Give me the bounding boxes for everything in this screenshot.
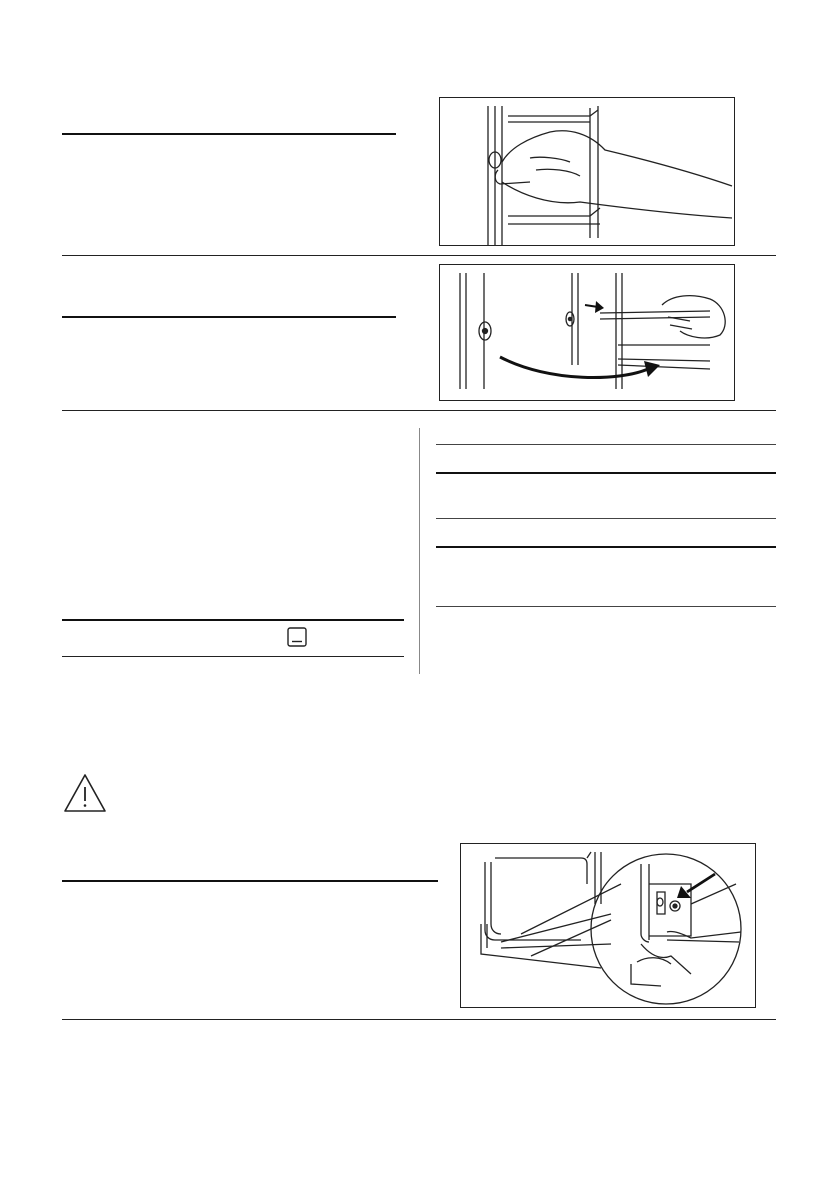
- oven-door-hinge-figure: [460, 843, 756, 1008]
- section-divider-3: [62, 1019, 776, 1020]
- hand-pulling-shelf-support-illustration: [440, 98, 734, 245]
- section-divider-1: [62, 255, 776, 256]
- right-table-rule-5: [436, 606, 776, 607]
- right-table-rule-4: [436, 546, 776, 548]
- oven-light-symbol-icon: [287, 627, 307, 647]
- column-separator: [419, 428, 420, 674]
- section-3-rule: [62, 880, 438, 882]
- shelf-support-pivot-arrow-illustration: [440, 265, 734, 400]
- left-table-rule-bottom: [62, 656, 404, 657]
- section-2-rule: [62, 316, 396, 318]
- warning-triangle-icon: [63, 773, 107, 813]
- right-table-rule-3: [436, 518, 776, 519]
- right-table-rule-1: [436, 444, 776, 445]
- remove-shelf-support-front-figure: [439, 97, 735, 246]
- left-table-rule-top: [62, 619, 404, 621]
- remove-shelf-support-rear-figure: [439, 264, 735, 401]
- section-divider-2: [62, 410, 776, 411]
- right-table-rule-2: [436, 472, 776, 474]
- section-1-rule: [62, 133, 396, 135]
- door-hinge-lever-detail-illustration: [461, 844, 755, 1007]
